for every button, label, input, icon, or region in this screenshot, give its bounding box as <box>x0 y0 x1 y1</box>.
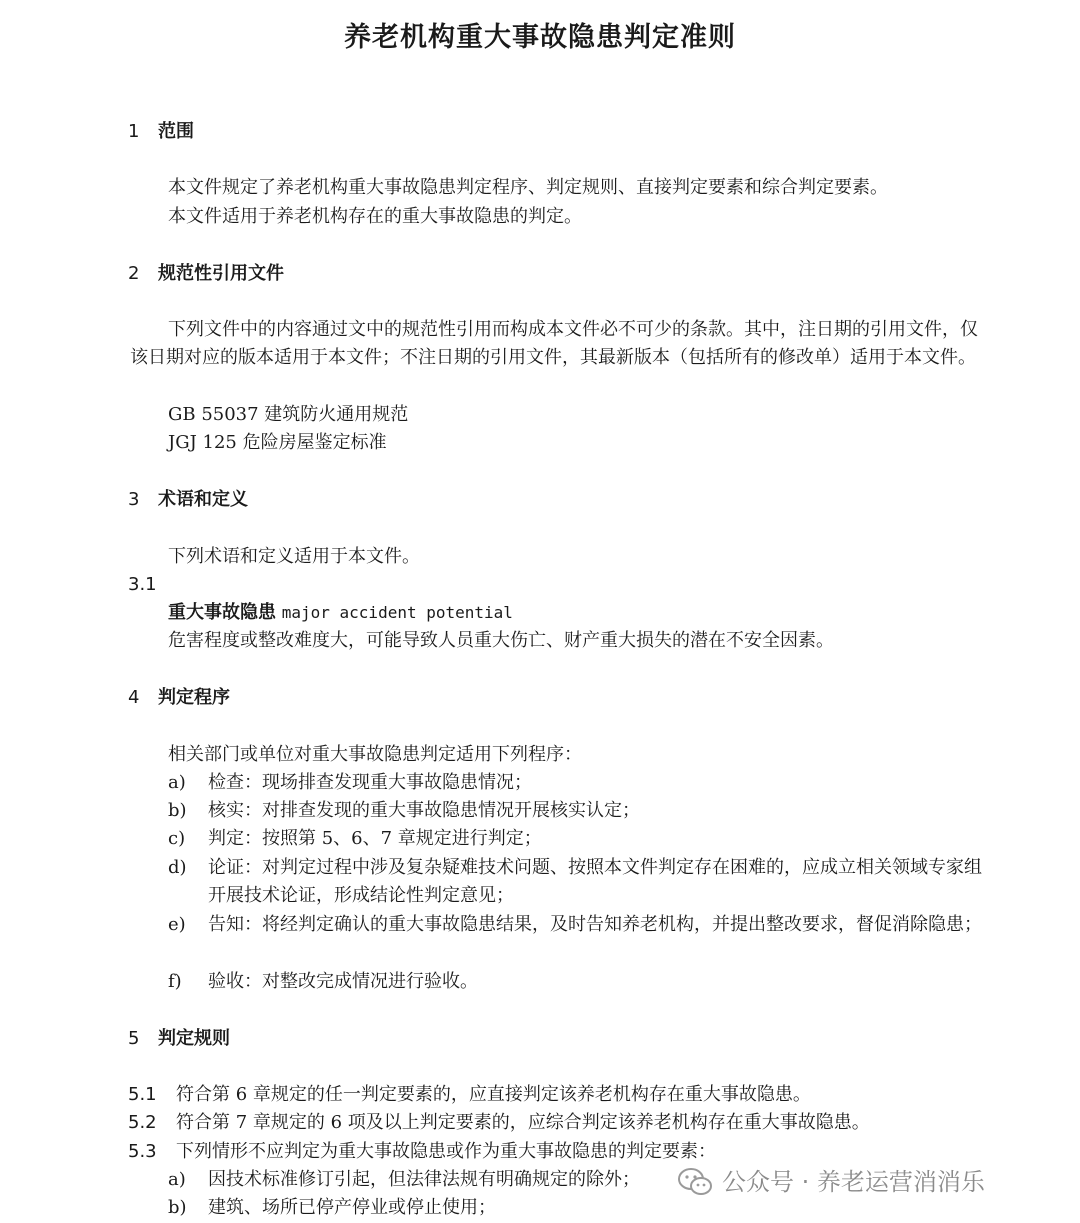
rule-number: 5.3 <box>128 1141 157 1162</box>
term-english: major accident potential <box>281 603 513 622</box>
section-2-heading <box>128 260 284 288</box>
list-item: 论证：对判定过程中涉及复杂疑难技术问题、按照本文件判定存在困难的，应成立相关领域专家组开展技术论证，形成结论性判定意见； <box>208 857 982 906</box>
paragraph: 下列术语和定义适用于本文件。 <box>168 546 420 567</box>
paragraph: 本文件规定了养老机构重大事故隐患判定程序、判定规则、直接判定要素和综合判定要素。 <box>168 177 888 198</box>
rule-number: 5.2 <box>128 1112 157 1133</box>
section-title: 术语和定义 <box>158 489 248 510</box>
reference-item: GB 55037 建筑防火通用规范 <box>168 404 409 425</box>
list-item-label: b) <box>168 1197 187 1218</box>
section-title: 范围 <box>158 121 194 142</box>
reference-item: JGJ 125 危险房屋鉴定标准 <box>168 432 387 453</box>
subsection-number: 3.1 <box>128 574 157 595</box>
list-item: 告知：将经判定确认的重大事故隐患结果，及时告知养老机构，并提出整改要求，督促消除隐患； <box>208 914 982 935</box>
section-title: 判定程序 <box>158 687 230 708</box>
section-4-heading <box>128 684 230 712</box>
section-3-heading <box>128 486 248 514</box>
list-item: 因技术标准修订引起，但法律法规有明确规定的除外； <box>208 1169 640 1190</box>
list-item: 验收：对整改完成情况进行验收。 <box>208 971 478 992</box>
section-number: 4 <box>128 687 140 708</box>
section-number: 5 <box>128 1028 140 1049</box>
rule-text: 符合第 6 章规定的任一判定要素的，应直接判定该养老机构存在重大事故隐患。 <box>176 1084 811 1105</box>
section-title: 规范性引用文件 <box>158 263 284 284</box>
rule-number: 5.1 <box>128 1084 157 1105</box>
section-number: 1 <box>128 121 140 142</box>
term-definition: 危害程度或整改难度大，可能导致人员重大伤亡、财产重大损失的潜在不安全因素。 <box>168 630 834 651</box>
list-item: 判定：按照第 5、6、7 章规定进行判定； <box>208 828 542 849</box>
list-item-label: e) <box>168 914 186 935</box>
paragraph: 相关部门或单位对重大事故隐患判定适用下列程序： <box>168 744 582 765</box>
list-item: 建筑、场所已停产停业或停止使用； <box>208 1197 496 1218</box>
section-title: 判定规则 <box>158 1028 230 1049</box>
watermark <box>678 1162 985 1202</box>
wechat-icon <box>678 1167 712 1197</box>
list-item-label: d) <box>168 857 187 878</box>
section-number: 3 <box>128 489 140 510</box>
list-item: 核实：对排查发现的重大事故隐患情况开展核实认定； <box>208 800 640 821</box>
section-number: 2 <box>128 263 140 284</box>
rule-text: 符合第 7 章规定的 6 项及以上判定要素的，应综合判定该养老机构存在重大事故隐患。 <box>176 1112 870 1133</box>
section-1-heading <box>128 118 194 146</box>
paragraph: 下列文件中的内容通过文中的规范性引用而构成本文件必不可少的条款。其中，注日期的引用文件，仅该日期对应的版本适用于本文件；不注日期的引用文件，其最新版本（包括所有的修改单）适用于本文件。 <box>130 319 978 368</box>
list-item-label: b) <box>168 800 187 821</box>
section-5-heading <box>128 1025 230 1053</box>
list-item: 检查：现场排查发现重大事故隐患情况； <box>208 772 532 793</box>
list-item-label: c) <box>168 828 186 849</box>
list-item-label: a) <box>168 1169 186 1190</box>
paragraph: 本文件适用于养老机构存在的重大事故隐患的判定。 <box>168 206 582 227</box>
list-item-label: a) <box>168 772 186 793</box>
watermark-text: 公众号 · 养老运营消消乐 <box>722 1168 985 1196</box>
document-title: 养老机构重大事故隐患判定准则 <box>344 22 736 53</box>
term-entry <box>168 599 513 627</box>
rule-text: 下列情形不应判定为重大事故隐患或作为重大事故隐患的判定要素： <box>176 1141 716 1162</box>
list-item-label: f) <box>168 971 182 992</box>
term-chinese: 重大事故隐患 <box>168 602 276 623</box>
